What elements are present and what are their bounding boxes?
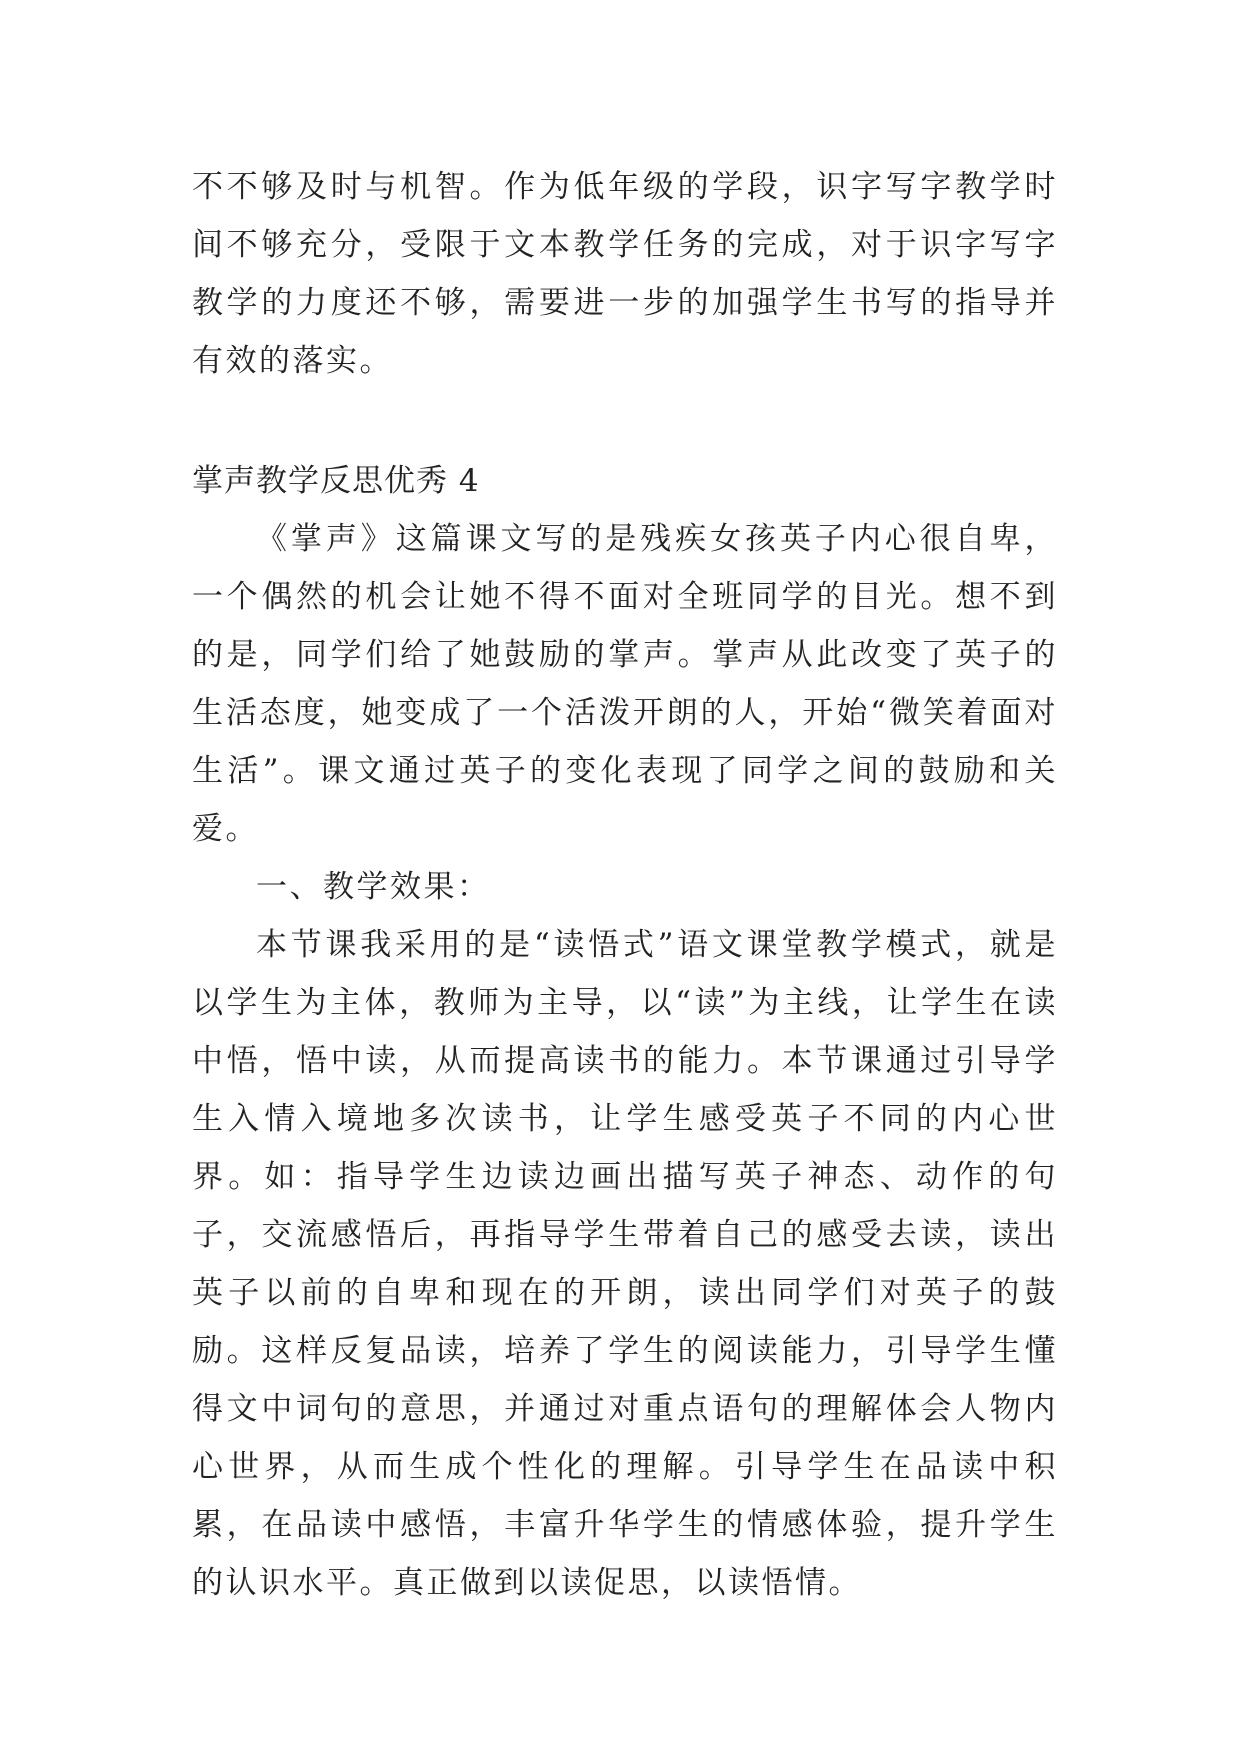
body-paragraph-effect: 本节课我采用的是“读悟式”语文课堂教学模式，就是以学生为主体，教师为主导，以“读”为主线，让学生在读中悟，悟中读，从而提高读书的能力。本节课通过引导学生入情入境地多次读书，让学生感受英子不同的内心世界。如：指导学生边读边画出描写英子神态、动作的句子，交流感悟后，再指导学生带着自己的感受去读，读出英子以前的自卑和现在的开朗，读出同学们对英子的鼓励。这样反复品读，培养了学生的阅读能力，引导学生懂得文中词句的意思，并通过对重点语句的理解体会人物内心世界，从而生成个性化的理解。引导学生在品读中积累，在品读中感悟，丰富升华学生的情感体验，提升学生的认识水平。真正做到以读促思，以读悟情。 — [192, 927, 1058, 1601]
continued-paragraph: 不不够及时与机智。作为低年级的学段，识字写字教学时间不够充分，受限于文本教学任务的完成，对于识字写字教学的力度还不够，需要进一步的加强学生书写的指导并有效的落实。 — [192, 169, 1058, 379]
subheading-teaching-effect: 一、教学效果： — [256, 869, 491, 905]
document-body — [192, 158, 1058, 1612]
section-title: 掌声教学反思优秀 4 — [192, 463, 480, 499]
body-paragraph-intro: 《掌声》这篇课文写的是残疾女孩英子内心很自卑，一个偶然的机会让她不得不面对全班同学的目光。想不到的是，同学们给了她鼓励的掌声。掌声从此改变了英子的生活态度，她变成了一个活泼开朗的人，开始“微笑着面对生活”。课文通过英子的变化表现了同学之间的鼓励和关爱。 — [192, 521, 1058, 847]
